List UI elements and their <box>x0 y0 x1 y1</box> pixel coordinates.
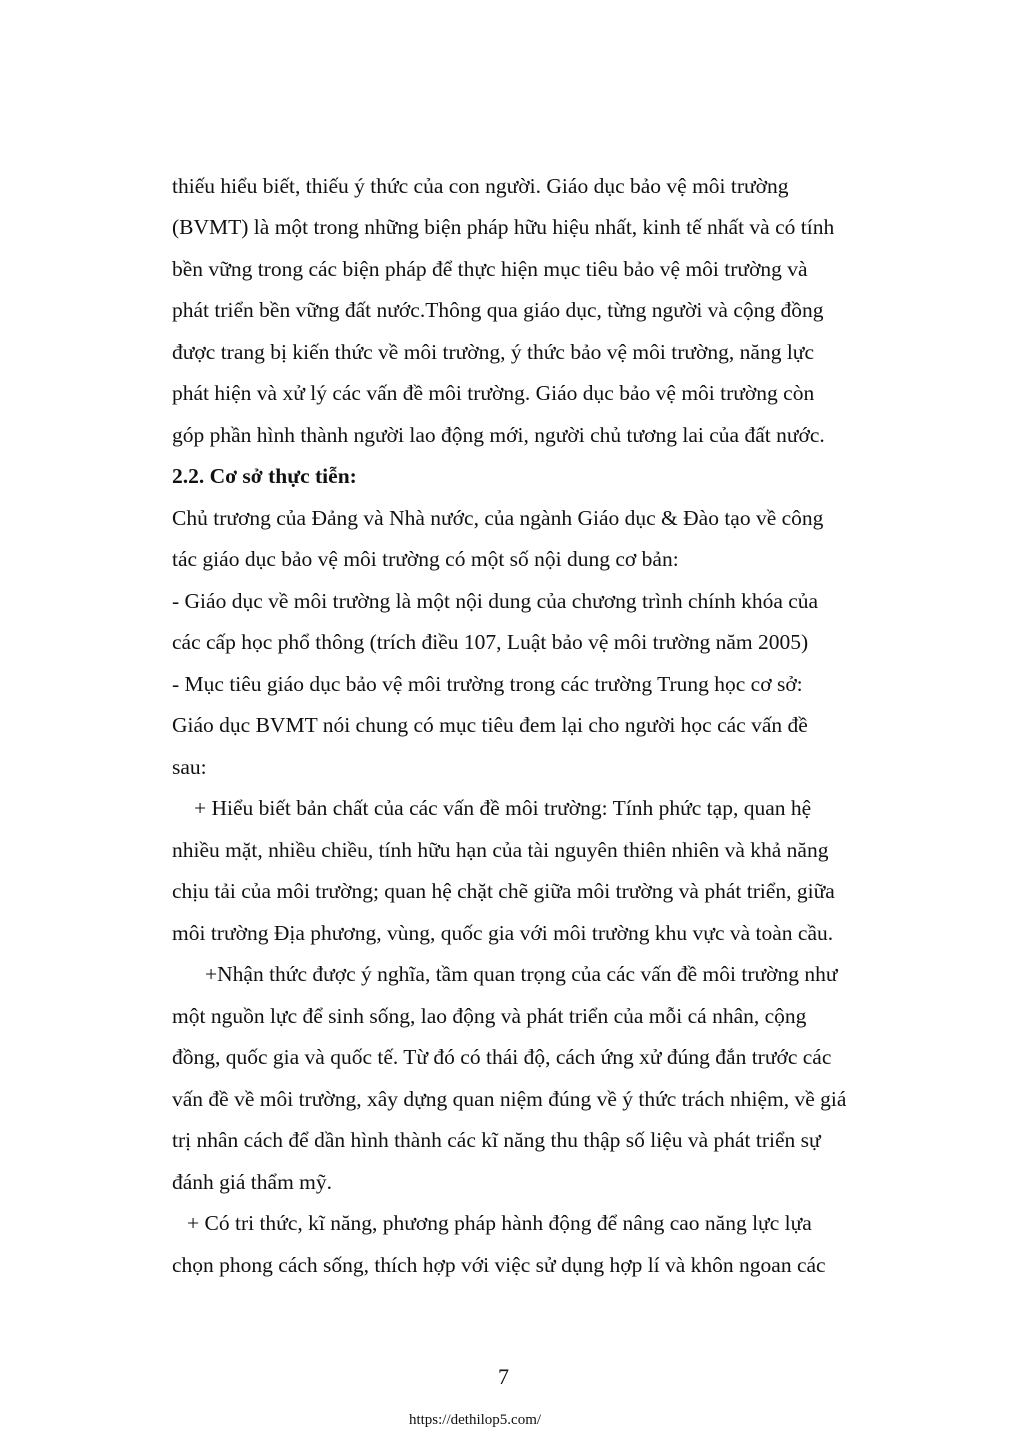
text-line: chọn phong cách sống, thích hợp với việc sử dụng hợp lí và khôn ngoan các <box>172 1253 826 1277</box>
text-line: Giáo dục BVMT nói chung có mục tiêu đem lại cho người học các vấn đề <box>172 713 808 737</box>
text-line: thiếu hiểu biết, thiếu ý thức của con người. Giáo dục bảo vệ môi trường <box>172 174 789 198</box>
text-line: - Mục tiêu giáo dục bảo vệ môi trường trong các trường Trung học cơ sở: <box>172 672 803 696</box>
text-line: phát hiện và xử lý các vấn đề môi trường. Giáo dục bảo vệ môi trường còn <box>172 381 815 405</box>
text-line: (BVMT) là một trong những biện pháp hữu hiệu nhất, kinh tế nhất và có tính <box>172 215 835 239</box>
page-number: 7 <box>498 1364 509 1389</box>
text-line: sau: <box>172 755 207 779</box>
text-line: + Có tri thức, kĩ năng, phương pháp hành động để nâng cao năng lực lựa <box>187 1211 812 1235</box>
text-line: phát triển bền vững đất nước.Thông qua giáo dục, từng người và cộng đồng <box>172 298 824 322</box>
section-heading: 2.2. Cơ sở thực tiễn: <box>172 464 357 488</box>
text-line: góp phần hình thành người lao động mới, người chủ tương lai của đất nước. <box>172 423 825 447</box>
footer-url[interactable]: https://dethilop5.com/ <box>408 1412 542 1428</box>
text-line: trị nhân cách để dần hình thành các kĩ năng thu thập số liệu và phát triển sự <box>172 1128 821 1152</box>
text-line: đánh giá thẩm mỹ. <box>172 1170 333 1194</box>
text-line: các cấp học phổ thông (trích điều 107, Luật bảo vệ môi trường năm 2005) <box>172 630 809 654</box>
text-line: nhiều mặt, nhiều chiều, tính hữu hạn của tài nguyên thiên nhiên và khả năng <box>172 838 829 862</box>
text-line: + Hiểu biết bản chất của các vấn đề môi trường: Tính phức tạp, quan hệ <box>194 796 812 820</box>
text-line: bền vững trong các biện pháp để thực hiện mục tiêu bảo vệ môi trường và <box>172 257 808 281</box>
text-line: môi trường Địa phương, vùng, quốc gia với môi trường khu vực và toàn cầu. <box>172 921 834 945</box>
text-line: Chủ trương của Đảng và Nhà nước, của ngành Giáo dục & Đào tạo về công <box>172 506 824 530</box>
text-line: chịu tải của môi trường; quan hệ chặt chẽ giữa môi trường và phát triển, giữa <box>172 879 835 903</box>
text-line: +Nhận thức được ý nghĩa, tầm quan trọng của các vấn đề môi trường như <box>205 962 838 986</box>
text-line: vấn đề về môi trường, xây dựng quan niệm đúng về ý thức trách nhiệm, về giá <box>172 1087 847 1111</box>
text-line: tác giáo dục bảo vệ môi trường có một số nội dung cơ bản: <box>172 547 679 571</box>
text-line: một nguồn lực để sinh sống, lao động và phát triển của mỗi cá nhân, cộng <box>172 1004 807 1028</box>
text-line: - Giáo dục về môi trường là một nội dung của chương trình chính khóa của <box>172 589 819 613</box>
text-line: được trang bị kiến thức về môi trường, ý thức bảo vệ môi trường, năng lực <box>172 340 814 364</box>
text-line: đồng, quốc gia và quốc tế. Từ đó có thái độ, cách ứng xử đúng đắn trước các <box>172 1045 832 1069</box>
